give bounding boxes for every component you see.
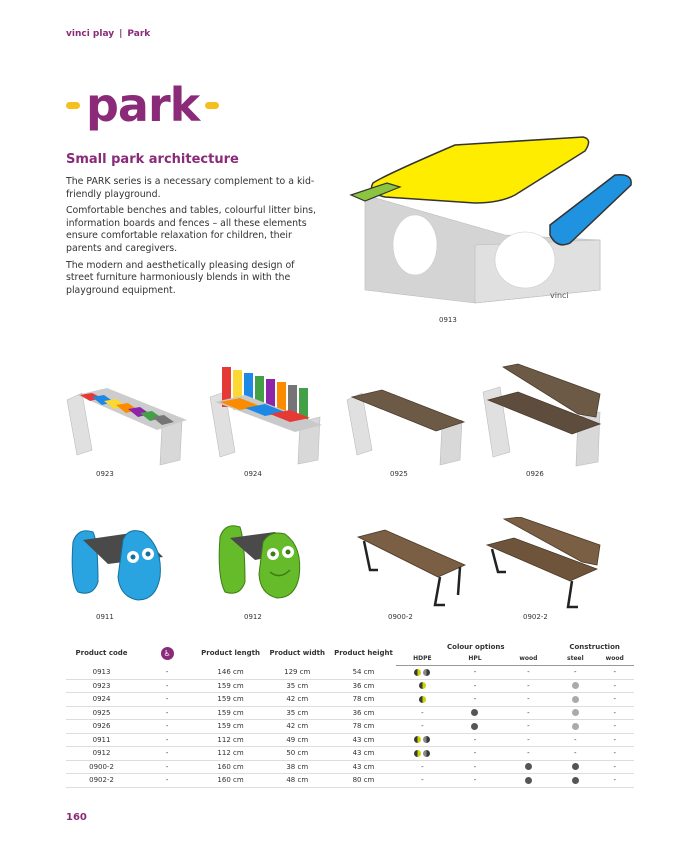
header-height: Product height [334,649,393,658]
section-subtitle: Small park architecture [66,152,239,167]
table-cell-height: 43 cm [331,760,397,774]
table-cell-width: 48 cm [264,774,331,788]
table-cell-wood: - [502,733,556,747]
hero-title [66,78,219,132]
table-cell-hpl: - [448,747,501,761]
product-image-blue-frog-bench [68,522,168,602]
table-cell-width: 50 cm [264,747,331,761]
hdpe-multicolor-swatch [423,750,430,757]
table-cell-width: 129 cm [264,666,331,680]
table-cell-cwood: - [595,679,634,693]
table-cell-width: 49 cm [264,733,331,747]
table-cell-hdpe [396,747,448,761]
table-cell-hdpe [396,666,448,680]
table-cell-wood: - [502,666,556,680]
subheader-wood: wood [502,653,556,666]
table-cell-cwood: - [595,706,634,720]
product-code-caption: 0924 [244,470,262,478]
subheader-steel: steel [555,653,595,666]
table-cell-acc: - [137,733,197,747]
hdpe-multicolor-swatch [414,750,421,757]
table-cell-width: 38 cm [264,760,331,774]
hdpe-color-swatch [419,696,426,703]
table-cell-acc: - [137,666,197,680]
table-cell-hpl: - [448,774,501,788]
table-cell-wood: - [502,679,556,693]
table-cell-hpl: - [448,760,501,774]
light-color-swatch [572,723,579,730]
table-row [66,720,634,734]
table-cell-length: 159 cm [197,679,264,693]
table-cell-cwood: - [595,760,634,774]
title-dash-left [66,102,80,109]
table-cell-wood: - [502,747,556,761]
subheader-construction-wood: wood [595,653,634,666]
table-cell-length: 159 cm [197,720,264,734]
product-code-caption: 0902-2 [523,613,548,621]
product-spec-table [66,641,634,788]
table-cell-cwood: - [595,666,634,680]
table-cell-hdpe: - [396,706,448,720]
table-cell-width: 35 cm [264,706,331,720]
table-cell-code: 0924 [66,693,137,707]
product-image-green-frog-bench [215,522,305,602]
dark-color-swatch [572,763,579,770]
hdpe-multicolor-swatch [423,669,430,676]
table-cell-height: 36 cm [331,679,397,693]
table-cell-steel: - [555,747,595,761]
header-length: Product length [201,649,260,658]
table-cell-height: 78 cm [331,720,397,734]
product-image-wood-bench [350,525,470,610]
table-cell-hdpe: - [396,760,448,774]
product-image-bench-hpl-backrest [478,362,608,470]
hdpe-multicolor-swatch [414,669,421,676]
table-cell-cwood: - [595,720,634,734]
table-cell-acc: - [137,774,197,788]
table-cell-steel: - [555,733,595,747]
table-cell-hpl: - [448,693,501,707]
table-cell-steel [555,693,595,707]
table-cell-hdpe [396,733,448,747]
table-cell-height: 80 cm [331,774,397,788]
table-row [66,693,634,707]
hdpe-color-swatch [419,682,426,689]
table-cell-code: 0926 [66,720,137,734]
table-cell-hpl [448,720,501,734]
hdpe-multicolor-swatch [423,736,430,743]
table-cell-length: 160 cm [197,774,264,788]
dark-color-swatch [471,723,478,730]
product-image-bench-rainbow-backrest [200,362,330,470]
table-cell-hdpe: - [396,774,448,788]
light-color-swatch [572,709,579,716]
table-cell-acc: - [137,760,197,774]
table-header-row [66,641,634,653]
breadcrumb-separator: | [119,29,123,39]
table-cell-length: 112 cm [197,733,264,747]
table-cell-steel [555,760,595,774]
page-number: 160 [66,812,87,823]
table-cell-length: 146 cm [197,666,264,680]
table-cell-width: 35 cm [264,679,331,693]
table-cell-wood: - [502,693,556,707]
table-cell-steel [555,720,595,734]
product-code-caption: 0913 [439,316,457,324]
table-cell-height: 43 cm [331,733,397,747]
table-cell-height: 43 cm [331,747,397,761]
table-cell-hpl: - [448,679,501,693]
table-cell-height: 78 cm [331,693,397,707]
header-construction: Construction [569,643,620,651]
table-row [66,706,634,720]
table-cell-length: 112 cm [197,747,264,761]
light-color-swatch [572,682,579,689]
product-code-caption: 0925 [390,470,408,478]
table-cell-code: 0913 [66,666,137,680]
table-cell-steel [555,706,595,720]
table-cell-steel: - [555,666,595,680]
table-cell-length: 160 cm [197,760,264,774]
breadcrumb [66,29,150,39]
header-width: Product width [269,649,326,658]
light-color-swatch [572,696,579,703]
product-image-wood-bench-backrest [482,517,602,609]
table-cell-length: 159 cm [197,693,264,707]
table-row [66,679,634,693]
product-code-caption: 0926 [526,470,544,478]
subheader-hpl: HPL [448,653,501,666]
intro-text [66,176,316,301]
table-cell-wood [502,774,556,788]
wheelchair-icon: ♿ [161,647,174,660]
dark-color-swatch [525,763,532,770]
table-cell-height: 54 cm [331,666,397,680]
table-cell-code: 0925 [66,706,137,720]
table-cell-acc: - [137,720,197,734]
dark-color-swatch [572,777,579,784]
breadcrumb-brand[interactable]: vinci play [66,29,115,39]
table-row [66,733,634,747]
header-product-code: Product code [75,649,128,658]
table-cell-hdpe [396,693,448,707]
table-cell-wood: - [502,720,556,734]
table-cell-code: 0911 [66,733,137,747]
table-cell-steel [555,774,595,788]
table-cell-acc: - [137,706,197,720]
header-accessible [137,641,197,666]
table-row [66,747,634,761]
table-row [66,774,634,788]
product-code-caption: 0900-2 [388,613,413,621]
table-cell-code: 0902-2 [66,774,137,788]
intro-paragraph: The modern and aesthetically pleasing design of street furniture harmoniously blends in with the playground equipment. [66,259,295,296]
breadcrumb-section[interactable]: Park [127,29,151,39]
table-cell-cwood: - [595,747,634,761]
table-cell-hpl: - [448,733,501,747]
table-cell-wood: - [502,706,556,720]
table-cell-hdpe [396,679,448,693]
header-colour-options: Colour options [447,643,505,651]
table-cell-length: 159 cm [197,706,264,720]
page-title: park [86,78,200,132]
table-cell-steel [555,679,595,693]
product-image-bench-rainbow [62,385,192,470]
product-image-picnic-table [345,125,635,325]
dark-color-swatch [471,709,478,716]
table-cell-height: 36 cm [331,706,397,720]
table-cell-code: 0923 [66,679,137,693]
table-cell-hpl: - [448,666,501,680]
table-cell-cwood: - [595,774,634,788]
table-cell-acc: - [137,693,197,707]
table-body [66,666,634,788]
product-code-caption: 0911 [96,613,114,621]
table-cell-code: 0912 [66,747,137,761]
product-image-bench-hpl [342,385,472,470]
table-row [66,760,634,774]
table-cell-cwood: - [595,733,634,747]
product-code-caption: 0912 [244,613,262,621]
intro-paragraph: The PARK series is a necessary complement to a kid-friendly playground. [66,176,315,200]
hdpe-multicolor-swatch [414,736,421,743]
table-cell-hpl [448,706,501,720]
table-cell-cwood: - [595,693,634,707]
subheader-hdpe: HDPE [396,653,448,666]
product-code-caption: 0923 [96,470,114,478]
title-dash-right [205,102,219,109]
table-row [66,666,634,680]
table-cell-acc: - [137,747,197,761]
table-cell-code: 0900-2 [66,760,137,774]
intro-paragraph: Comfortable benches and tables, colourful litter bins, information boards and fences – all these elements ensure comfortable relaxation for children, their parents and caregivers. [66,205,317,254]
svg-text:vinci: vinci [550,291,569,300]
table-cell-width: 42 cm [264,720,331,734]
table-cell-wood [502,760,556,774]
dark-color-swatch [525,777,532,784]
table-cell-width: 42 cm [264,693,331,707]
table-cell-acc: - [137,679,197,693]
table-cell-hdpe: - [396,720,448,734]
